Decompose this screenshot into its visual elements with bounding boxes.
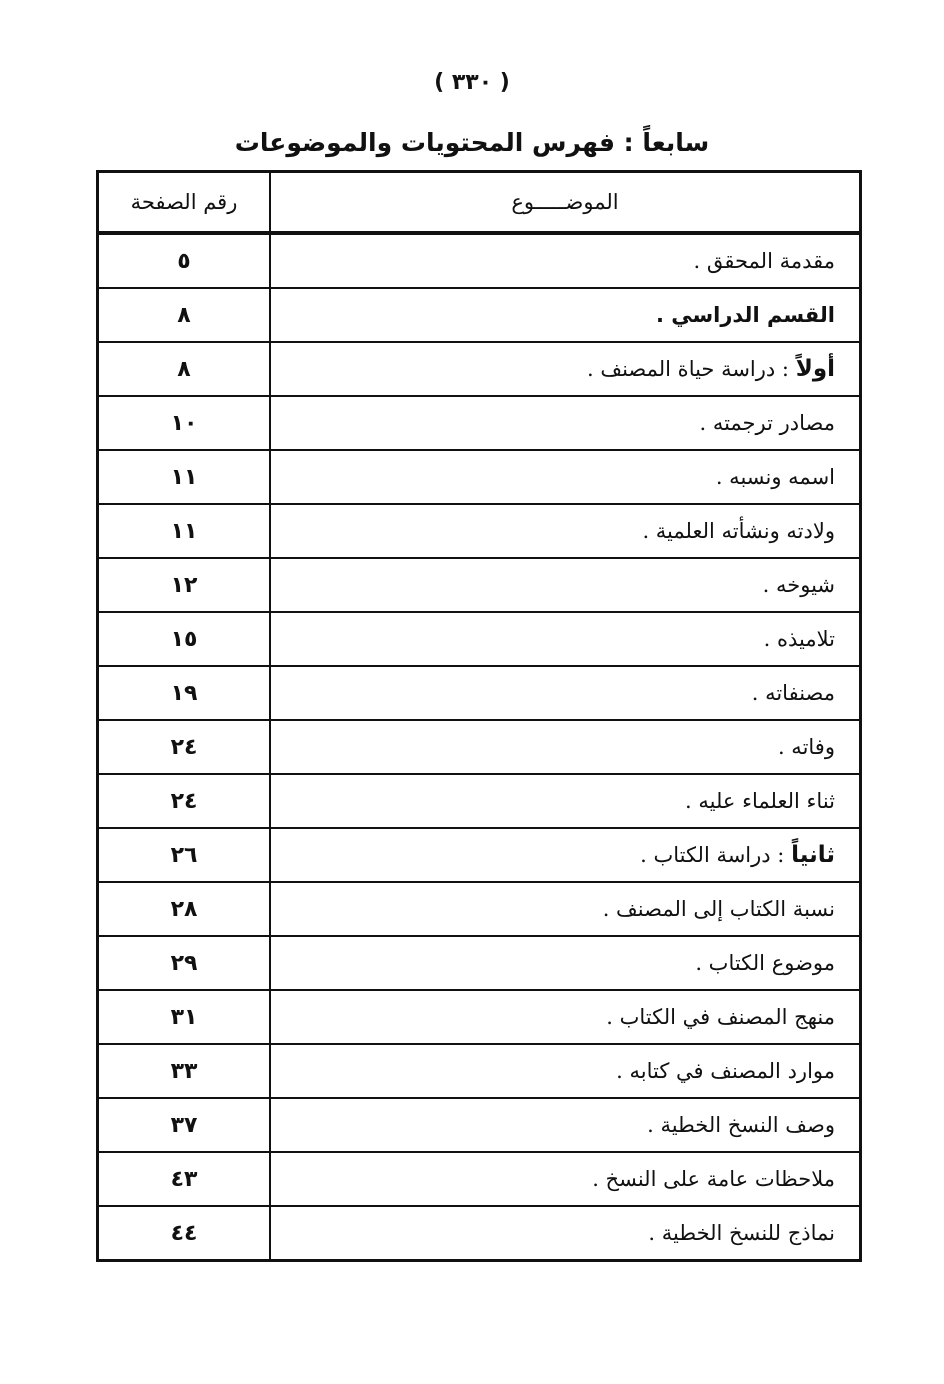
table-row <box>98 450 861 504</box>
row-page-number: ١١ <box>98 450 271 504</box>
row-subject <box>270 288 861 342</box>
row-subject <box>270 233 861 288</box>
row-page-number: ١١ <box>98 504 271 558</box>
row-page-number: ٢٤ <box>98 720 271 774</box>
table-row <box>98 1152 861 1206</box>
table-row <box>98 666 861 720</box>
row-page-number: ٣١ <box>98 990 271 1044</box>
row-subject-text: مصنفاته . <box>751 681 835 705</box>
row-subject <box>270 342 861 396</box>
row-subject <box>270 666 861 720</box>
row-subject-text: مقدمة المحقق . <box>693 249 835 273</box>
row-subject-text: اسمه ونسبه . <box>715 465 835 489</box>
row-lead: أولاً <box>795 356 835 382</box>
row-page-number: ٢٦ <box>98 828 271 882</box>
table-row <box>98 1206 861 1261</box>
table-row <box>98 1044 861 1098</box>
row-subject-text: نسبة الكتاب إلى المصنف . <box>602 897 835 921</box>
row-subject-text: : دراسة الكتاب . <box>640 843 792 867</box>
row-page-number: ١٥ <box>98 612 271 666</box>
table-row <box>98 288 861 342</box>
table-row <box>98 233 861 288</box>
table-row <box>98 882 861 936</box>
row-subject <box>270 882 861 936</box>
page-column-header: رقم الصفحة <box>98 172 271 234</box>
table-row <box>98 396 861 450</box>
table-row <box>98 612 861 666</box>
table-row <box>98 828 861 882</box>
row-subject <box>270 1098 861 1152</box>
table-body <box>98 233 861 1261</box>
row-subject-text: وصف النسخ الخطية . <box>647 1113 835 1137</box>
row-subject-text: موضوع الكتاب . <box>695 951 835 975</box>
row-subject-text: ثناء العلماء عليه . <box>685 789 835 813</box>
table-row <box>98 774 861 828</box>
table-row <box>98 504 861 558</box>
row-page-number: ٨ <box>98 288 271 342</box>
page-title: سابعاً : فهرس المحتويات والموضوعات <box>234 128 710 157</box>
table-row <box>98 990 861 1044</box>
row-subject-text: ملاحظات عامة على النسخ . <box>592 1167 835 1191</box>
row-page-number: ٢٤ <box>98 774 271 828</box>
table-header-row <box>98 172 861 234</box>
row-subject-text: تلاميذه . <box>763 627 835 651</box>
row-subject <box>270 1044 861 1098</box>
row-page-number: ١٠ <box>98 396 271 450</box>
row-page-number: ٤٣ <box>98 1152 271 1206</box>
table-row <box>98 558 861 612</box>
table-row <box>98 1098 861 1152</box>
row-page-number: ٣٧ <box>98 1098 271 1152</box>
row-subject <box>270 774 861 828</box>
row-subject-text: منهج المصنف في الكتاب . <box>606 1005 835 1029</box>
row-subject <box>270 1152 861 1206</box>
row-subject <box>270 1206 861 1261</box>
row-page-number: ٥ <box>98 233 271 288</box>
table-row <box>98 720 861 774</box>
row-subject-text: شيوخه . <box>762 573 835 597</box>
row-subject <box>270 936 861 990</box>
row-subject-text: نماذج للنسخ الخطية . <box>648 1221 835 1245</box>
row-subject-text: : دراسة حياة المصنف . <box>587 357 796 381</box>
row-subject <box>270 504 861 558</box>
row-lead: ثانياً <box>791 842 835 868</box>
table-row <box>98 342 861 396</box>
row-subject <box>270 558 861 612</box>
row-subject-text: وفاته . <box>777 735 835 759</box>
row-page-number: ٢٩ <box>98 936 271 990</box>
subject-column-header: الموضـــــوع <box>270 172 861 234</box>
page-number: ( ٣٣٠ ) <box>434 70 510 95</box>
table-row <box>98 936 861 990</box>
row-subject-text: موارد المصنف في كتابه . <box>616 1059 835 1083</box>
row-page-number: ١٢ <box>98 558 271 612</box>
table-of-contents <box>96 170 862 1262</box>
row-page-number: ٣٣ <box>98 1044 271 1098</box>
row-page-number: ٨ <box>98 342 271 396</box>
row-subject-text: ولادته ونشأته العلمية . <box>642 519 835 543</box>
row-subject <box>270 450 861 504</box>
row-subject <box>270 990 861 1044</box>
row-subject <box>270 720 861 774</box>
row-subject-text: القسم الدراسي . <box>655 303 835 327</box>
row-page-number: ٤٤ <box>98 1206 271 1261</box>
row-subject <box>270 828 861 882</box>
row-subject <box>270 396 861 450</box>
row-page-number: ١٩ <box>98 666 271 720</box>
row-subject <box>270 612 861 666</box>
row-page-number: ٢٨ <box>98 882 271 936</box>
row-subject-text: مصادر ترجمته . <box>699 411 835 435</box>
